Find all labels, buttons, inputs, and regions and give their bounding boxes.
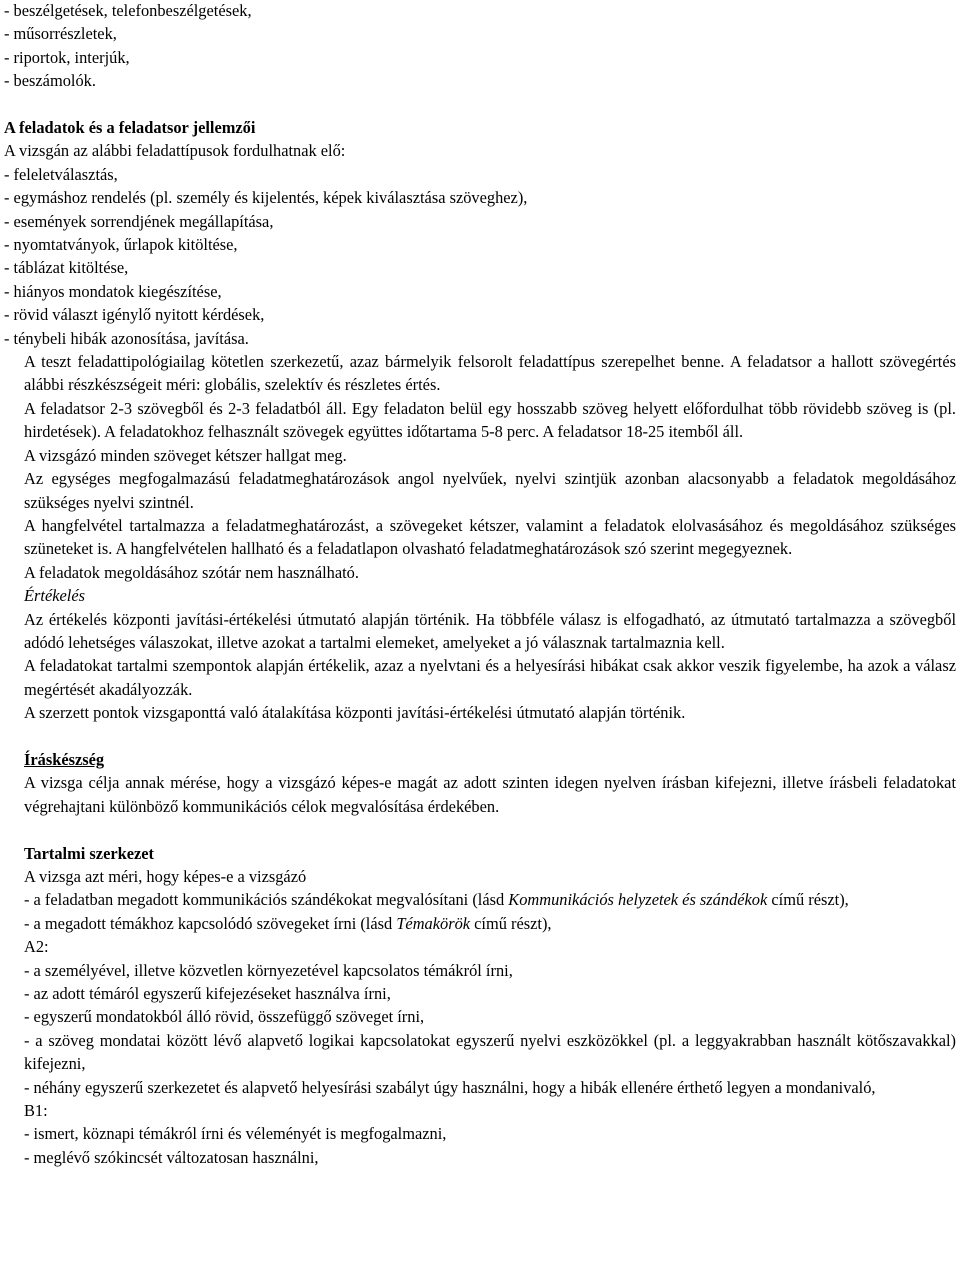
list-item: - az adott témáról egyszerű kifejezéseket használva írni, — [24, 984, 391, 1004]
list-item: - beszélgetések, telefonbeszélgetések, — [4, 1, 252, 20]
section-heading-ertekeles: Értékelés — [24, 586, 85, 606]
spacer — [4, 818, 956, 841]
text-run: című részt), — [470, 913, 552, 933]
list-item: - a szöveg mondatai között lévő alapvető logikai kapcsolatokat egyszerű nyelvi eszközökkel (pl. a leggyakrabban használt kötőszavakkal) kifejezni, — [24, 1030, 956, 1074]
italic-reference: Kommunikációs helyzetek és szándékok — [508, 890, 768, 910]
list-item: - feleletválasztás, — [4, 164, 118, 184]
paragraph: A vizsgázó minden szöveget kétszer hallgat meg. — [24, 445, 347, 465]
list-item: - egyszerű mondatokból álló rövid, összefüggő szöveget írni, — [24, 1007, 425, 1027]
paragraph: A szerzett pontok vizsgaponttá való átalakítása központi javítási-értékelési útmutató alapján történik. — [24, 703, 686, 723]
list-item: - a személyével, illetve közvetlen környezetével kapcsolatos témákról írni, — [24, 960, 513, 980]
section-heading-iraskeszseg: Íráskészség — [24, 749, 105, 769]
paragraph: A vizsgán az alábbi feladattípusok fordulhatnak elő: — [4, 141, 346, 161]
list-item: - hiányos mondatok kiegészítése, — [4, 281, 222, 301]
level-label-a2: A2: — [24, 937, 49, 957]
list-item: - műsorrészletek, — [4, 24, 117, 44]
list-item: - riportok, interjúk, — [4, 47, 130, 67]
paragraph: A teszt feladattipológiailag kötetlen szerkezetű, azaz bármelyik felsorolt feladattípus szerepelhet benne. A feladatsor a hallott szövegértés alábbi részkészségeit méri: globális, szelektív és részletes értés. — [24, 352, 956, 395]
text-run: - a feladatban megadott kommunikációs szándékokat megvalósítani (lásd — [24, 890, 509, 910]
section-heading-feladatok: A feladatok és a feladatsor jellemzői — [4, 118, 256, 138]
list-item: - nyomtatványok, űrlapok kitöltése, — [4, 235, 238, 255]
list-item: - meglévő szókincsét változatosan használni, — [24, 1147, 319, 1167]
list-item: - ismert, köznapi témákról írni és véleményét is megfogalmazni, — [24, 1124, 447, 1144]
paragraph: Az egységes megfogalmazású feladatmeghatározások angol nyelvűek, nyelvi szintjük azonban alacsonyabb a feladatok megoldásához szükséges nyelvi szintnél. — [24, 469, 956, 512]
list-item: - események sorrendjének megállapítása, — [4, 211, 274, 231]
document-page — [4, 0, 956, 1169]
text-run: - a megadott témákhoz kapcsolódó szövegeket írni (lásd — [24, 913, 397, 933]
level-label-b1: B1: — [24, 1101, 48, 1121]
paragraph: A vizsga azt méri, hogy képes-e a vizsgázó — [24, 866, 307, 886]
list-item: - ténybeli hibák azonosítása, javítása. — [4, 328, 249, 348]
paragraph: A vizsga célja annak mérése, hogy a vizsgázó képes-e magát az adott szinten idegen nyelven írásban kifejezni, illetve írásbeli feladatokat végrehajtani különböző kommunikációs célok megvalósítása érdekében. — [24, 773, 956, 816]
list-item: - rövid választ igénylő nyitott kérdések, — [4, 305, 265, 325]
paragraph: A hangfelvétel tartalmazza a feladatmeghatározást, a szövegeket kétszer, valamint a feladatok elolvasásához és megoldásához szükséges szüneteket is. A hangfelvételen hallható és a feladatlapon olvasható feladatmeghatározások szó szerint megegyeznek. — [24, 515, 956, 559]
list-item: - beszámolók. — [4, 71, 96, 91]
spacer — [4, 93, 956, 116]
list-item: - egymáshoz rendelés (pl. személy és kijelentés, képek kiválasztása szöveghez), — [4, 188, 528, 208]
paragraph: A feladatsor 2-3 szövegből és 2-3 feladatból áll. Egy feladaton belül egy hosszabb szöveg helyett előfordulhat több rövidebb szöveg is (pl. hirdetések). A feladatokhoz felhasznált szövegek együttes időtartama 5-8 perc. A feladatsor 18-25 itemből áll. — [24, 398, 956, 442]
spacer — [4, 725, 956, 748]
list-item: - táblázat kitöltése, — [4, 258, 129, 278]
list-item — [4, 912, 956, 935]
section-heading-tartalmi: Tartalmi szerkezet — [24, 843, 155, 863]
text-run: című részt), — [767, 890, 849, 910]
paragraph: A feladatokat tartalmi szempontok alapján értékelik, azaz a nyelvtani és a helyesírási hibákat csak akkor veszik figyelembe, ha azok a válasz megértését akadályozzák. — [24, 656, 956, 699]
paragraph: Az értékelés központi javítási-értékelési útmutató alapján történik. Ha többféle válasz is elfogadható, az útmutató tartalmazza a szövegből adódó lehetséges válaszokat, illetve azokat a tartalmi elemeket, amelyeket a jó válasznak tartalmaznia kell. — [24, 609, 956, 652]
italic-reference: Témakörök — [396, 913, 471, 933]
list-item: - néhány egyszerű szerkezetet és alapvető helyesírási szabályt úgy használni, hogy a hibák ellenére érthető legyen a mondanivaló, — [24, 1077, 876, 1097]
paragraph: A feladatok megoldásához szótár nem használható. — [24, 562, 359, 582]
list-item — [4, 888, 956, 911]
